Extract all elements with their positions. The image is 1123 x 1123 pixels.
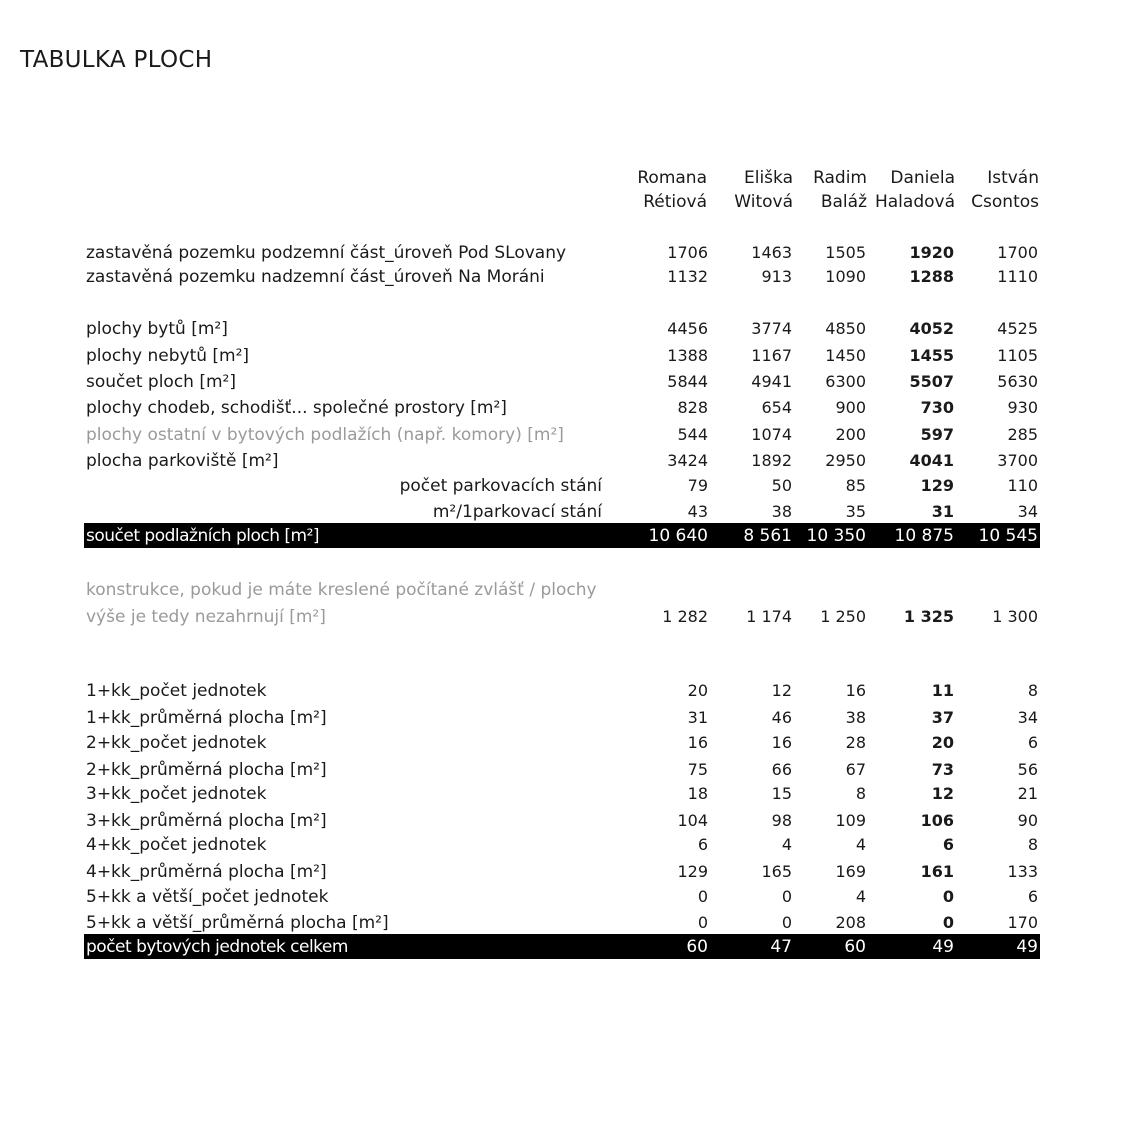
cell-value: 1700 — [997, 243, 1038, 262]
cell-value: 11 — [931, 681, 954, 700]
cell-value: 35 — [845, 502, 866, 521]
cell-value: 28 — [845, 733, 866, 752]
header-last-name: Baláž — [820, 192, 867, 212]
cell-value: 3700 — [997, 451, 1038, 470]
cell-value: 654 — [761, 398, 792, 417]
header-last-name: Haladová — [874, 192, 955, 212]
cell-value: 73 — [931, 760, 954, 779]
cell-value: 0 — [781, 887, 792, 906]
cell-value: 85 — [845, 476, 866, 495]
table-row — [84, 264, 1040, 290]
cell-value: 8 — [1027, 835, 1038, 854]
cell-value: 31 — [687, 708, 708, 727]
cell-value: 34 — [1017, 502, 1038, 521]
page-title: TABULKA PLOCH — [20, 47, 213, 73]
cell-value: 16 — [845, 681, 866, 700]
cell-value: 129 — [920, 476, 954, 495]
cell-value: 6 — [1027, 733, 1038, 752]
cell-value: 1 250 — [820, 607, 866, 626]
cell-value: 79 — [687, 476, 708, 495]
cell-value: 730 — [920, 398, 954, 417]
row-label: výše je tedy nezahrnují [m²] — [86, 607, 326, 627]
cell-value: 6 — [697, 835, 708, 854]
cell-value: 285 — [1007, 425, 1038, 444]
cell-value: 4 — [855, 887, 866, 906]
row-label: 4+kk_počet jednotek — [86, 835, 267, 855]
cell-value: 4525 — [997, 319, 1038, 338]
cell-value: 1132 — [667, 267, 708, 286]
table-row — [84, 757, 1040, 783]
cell-value: 1 282 — [662, 607, 708, 626]
cell-value: 34 — [1017, 708, 1038, 727]
table-row — [84, 884, 1040, 910]
row-label: zastavěná pozemku nadzemní část_úroveň Na Moráni — [86, 267, 545, 287]
cell-value: 597 — [920, 425, 954, 444]
cell-value: 828 — [677, 398, 708, 417]
cell-value: 10 545 — [978, 526, 1038, 546]
header-first-name: Eliška — [743, 168, 793, 188]
row-label: počet bytových jednotek celkem — [86, 937, 348, 957]
row-label: počet parkovacích stání — [399, 476, 602, 496]
row-label: součet podlažních ploch [m²] — [86, 526, 320, 546]
cell-value: 60 — [844, 937, 866, 957]
cell-value: 43 — [687, 502, 708, 521]
table-row — [84, 910, 1040, 936]
cell-value: 90 — [1017, 811, 1038, 830]
cell-value: 12 — [771, 681, 792, 700]
cell-value: 18 — [687, 784, 708, 803]
cell-value: 4052 — [909, 319, 954, 338]
cell-value: 6 — [942, 835, 954, 854]
cell-value: 0 — [942, 913, 954, 932]
cell-value: 49 — [1016, 937, 1038, 957]
cell-value: 10 350 — [806, 526, 866, 546]
table-row — [84, 808, 1040, 834]
cell-value: 1167 — [751, 346, 792, 365]
cell-value: 200 — [835, 425, 866, 444]
table-row — [84, 832, 1040, 858]
cell-value: 56 — [1017, 760, 1038, 779]
column-header-csontos — [919, 166, 1039, 214]
table-row — [84, 422, 1040, 448]
header-last-name: Rétiová — [643, 192, 707, 212]
header-last-name: Witová — [734, 192, 793, 212]
header-first-name: István — [987, 168, 1039, 188]
konstrukce-row — [84, 604, 1040, 630]
row-label: zastavěná pozemku podzemní část_úroveň Pod SLovany — [86, 243, 567, 263]
cell-value: 1105 — [997, 346, 1038, 365]
row-label: plochy nebytů [m²] — [86, 346, 250, 366]
row-label: 1+kk_počet jednotek — [86, 681, 267, 701]
cell-value: 1920 — [909, 243, 954, 262]
cell-value: 1 325 — [903, 607, 954, 626]
cell-value: 1450 — [825, 346, 866, 365]
table-row — [84, 395, 1040, 421]
cell-value: 170 — [1007, 913, 1038, 932]
cell-value: 75 — [687, 760, 708, 779]
cell-value: 8 — [855, 784, 866, 803]
cell-value: 6300 — [825, 372, 866, 391]
konstrukce-label-line1: konstrukce, pokud je máte kreslené počítané zvlášť / plochy — [86, 580, 597, 600]
table-row — [84, 343, 1040, 369]
cell-value: 129 — [677, 862, 708, 881]
table-row — [84, 240, 1040, 266]
cell-value: 169 — [835, 862, 866, 881]
cell-value: 31 — [931, 502, 954, 521]
row-label: 3+kk_průměrná plocha [m²] — [86, 811, 327, 831]
cell-value: 4850 — [825, 319, 866, 338]
cell-value: 0 — [697, 887, 708, 906]
cell-value: 0 — [697, 913, 708, 932]
header-first-name: Radim — [813, 168, 867, 188]
row-label: plocha parkoviště [m²] — [86, 451, 279, 471]
cell-value: 10 640 — [648, 526, 708, 546]
cell-value: 37 — [931, 708, 954, 727]
cell-value: 0 — [942, 887, 954, 906]
cell-value: 1463 — [751, 243, 792, 262]
cell-value: 544 — [677, 425, 708, 444]
table-row — [84, 316, 1040, 342]
cell-value: 4 — [855, 835, 866, 854]
header-first-name: Daniela — [890, 168, 955, 188]
row-label: 2+kk_počet jednotek — [86, 733, 267, 753]
cell-value: 66 — [771, 760, 792, 779]
cell-value: 110 — [1007, 476, 1038, 495]
cell-value: 16 — [771, 733, 792, 752]
cell-value: 50 — [771, 476, 792, 495]
cell-value: 12 — [931, 784, 954, 803]
cell-value: 161 — [920, 862, 954, 881]
cell-value: 913 — [761, 267, 792, 286]
row-label: plochy chodeb, schodišť... společné prostory [m²] — [86, 398, 507, 418]
cell-value: 133 — [1007, 862, 1038, 881]
row-label: 4+kk_průměrná plocha [m²] — [86, 862, 327, 882]
cell-value: 98 — [771, 811, 792, 830]
header-first-name: Romana — [637, 168, 707, 188]
cell-value: 106 — [920, 811, 954, 830]
cell-value: 1 174 — [746, 607, 792, 626]
cell-value: 5630 — [997, 372, 1038, 391]
cell-value: 3424 — [667, 451, 708, 470]
cell-value: 10 875 — [894, 526, 954, 546]
cell-value: 1288 — [909, 267, 954, 286]
cell-value: 104 — [677, 811, 708, 830]
cell-value: 5507 — [909, 372, 954, 391]
table-row — [84, 781, 1040, 807]
total-units-row — [84, 934, 1040, 959]
table-row — [84, 499, 1040, 525]
cell-value: 38 — [845, 708, 866, 727]
table-row — [84, 369, 1040, 395]
table-row — [84, 448, 1040, 474]
cell-value: 4456 — [667, 319, 708, 338]
row-label: plochy bytů [m²] — [86, 319, 228, 339]
total-area-row — [84, 523, 1040, 548]
cell-value: 109 — [835, 811, 866, 830]
cell-value: 1 300 — [992, 607, 1038, 626]
cell-value: 1074 — [751, 425, 792, 444]
cell-value: 15 — [771, 784, 792, 803]
table-row — [84, 705, 1040, 731]
cell-value: 4941 — [751, 372, 792, 391]
table-row — [84, 730, 1040, 756]
row-label: plochy ostatní v bytových podlažích (např. komory) [m²] — [86, 425, 564, 445]
cell-value: 1090 — [825, 267, 866, 286]
cell-value: 47 — [770, 937, 792, 957]
cell-value: 21 — [1017, 784, 1038, 803]
cell-value: 2950 — [825, 451, 866, 470]
cell-value: 49 — [932, 937, 954, 957]
table-row — [84, 678, 1040, 704]
cell-value: 208 — [835, 913, 866, 932]
row-label: 3+kk_počet jednotek — [86, 784, 267, 804]
cell-value: 8 561 — [743, 526, 792, 546]
cell-value: 1706 — [667, 243, 708, 262]
cell-value: 930 — [1007, 398, 1038, 417]
cell-value: 0 — [781, 913, 792, 932]
row-label: 5+kk a větší_počet jednotek — [86, 887, 329, 907]
row-label: m²/1parkovací stání — [432, 502, 602, 522]
table-row — [84, 473, 1040, 499]
cell-value: 1892 — [751, 451, 792, 470]
cell-value: 16 — [687, 733, 708, 752]
cell-value: 46 — [771, 708, 792, 727]
header-last-name: Csontos — [971, 192, 1039, 212]
row-label: součet ploch [m²] — [86, 372, 236, 392]
row-label: 5+kk a větší_průměrná plocha [m²] — [86, 913, 389, 933]
cell-value: 4041 — [909, 451, 954, 470]
cell-value: 38 — [771, 502, 792, 521]
cell-value: 1455 — [909, 346, 954, 365]
cell-value: 67 — [845, 760, 866, 779]
cell-value: 165 — [761, 862, 792, 881]
cell-value: 900 — [835, 398, 866, 417]
cell-value: 5844 — [667, 372, 708, 391]
cell-value: 6 — [1027, 887, 1038, 906]
cell-value: 8 — [1027, 681, 1038, 700]
cell-value: 1110 — [997, 267, 1038, 286]
cell-value: 60 — [686, 937, 708, 957]
cell-value: 1388 — [667, 346, 708, 365]
table-row — [84, 859, 1040, 885]
cell-value: 20 — [931, 733, 954, 752]
cell-value: 1505 — [825, 243, 866, 262]
cell-value: 3774 — [751, 319, 792, 338]
cell-value: 20 — [687, 681, 708, 700]
row-label: 1+kk_průměrná plocha [m²] — [86, 708, 327, 728]
row-label: 2+kk_průměrná plocha [m²] — [86, 760, 327, 780]
cell-value: 4 — [781, 835, 792, 854]
